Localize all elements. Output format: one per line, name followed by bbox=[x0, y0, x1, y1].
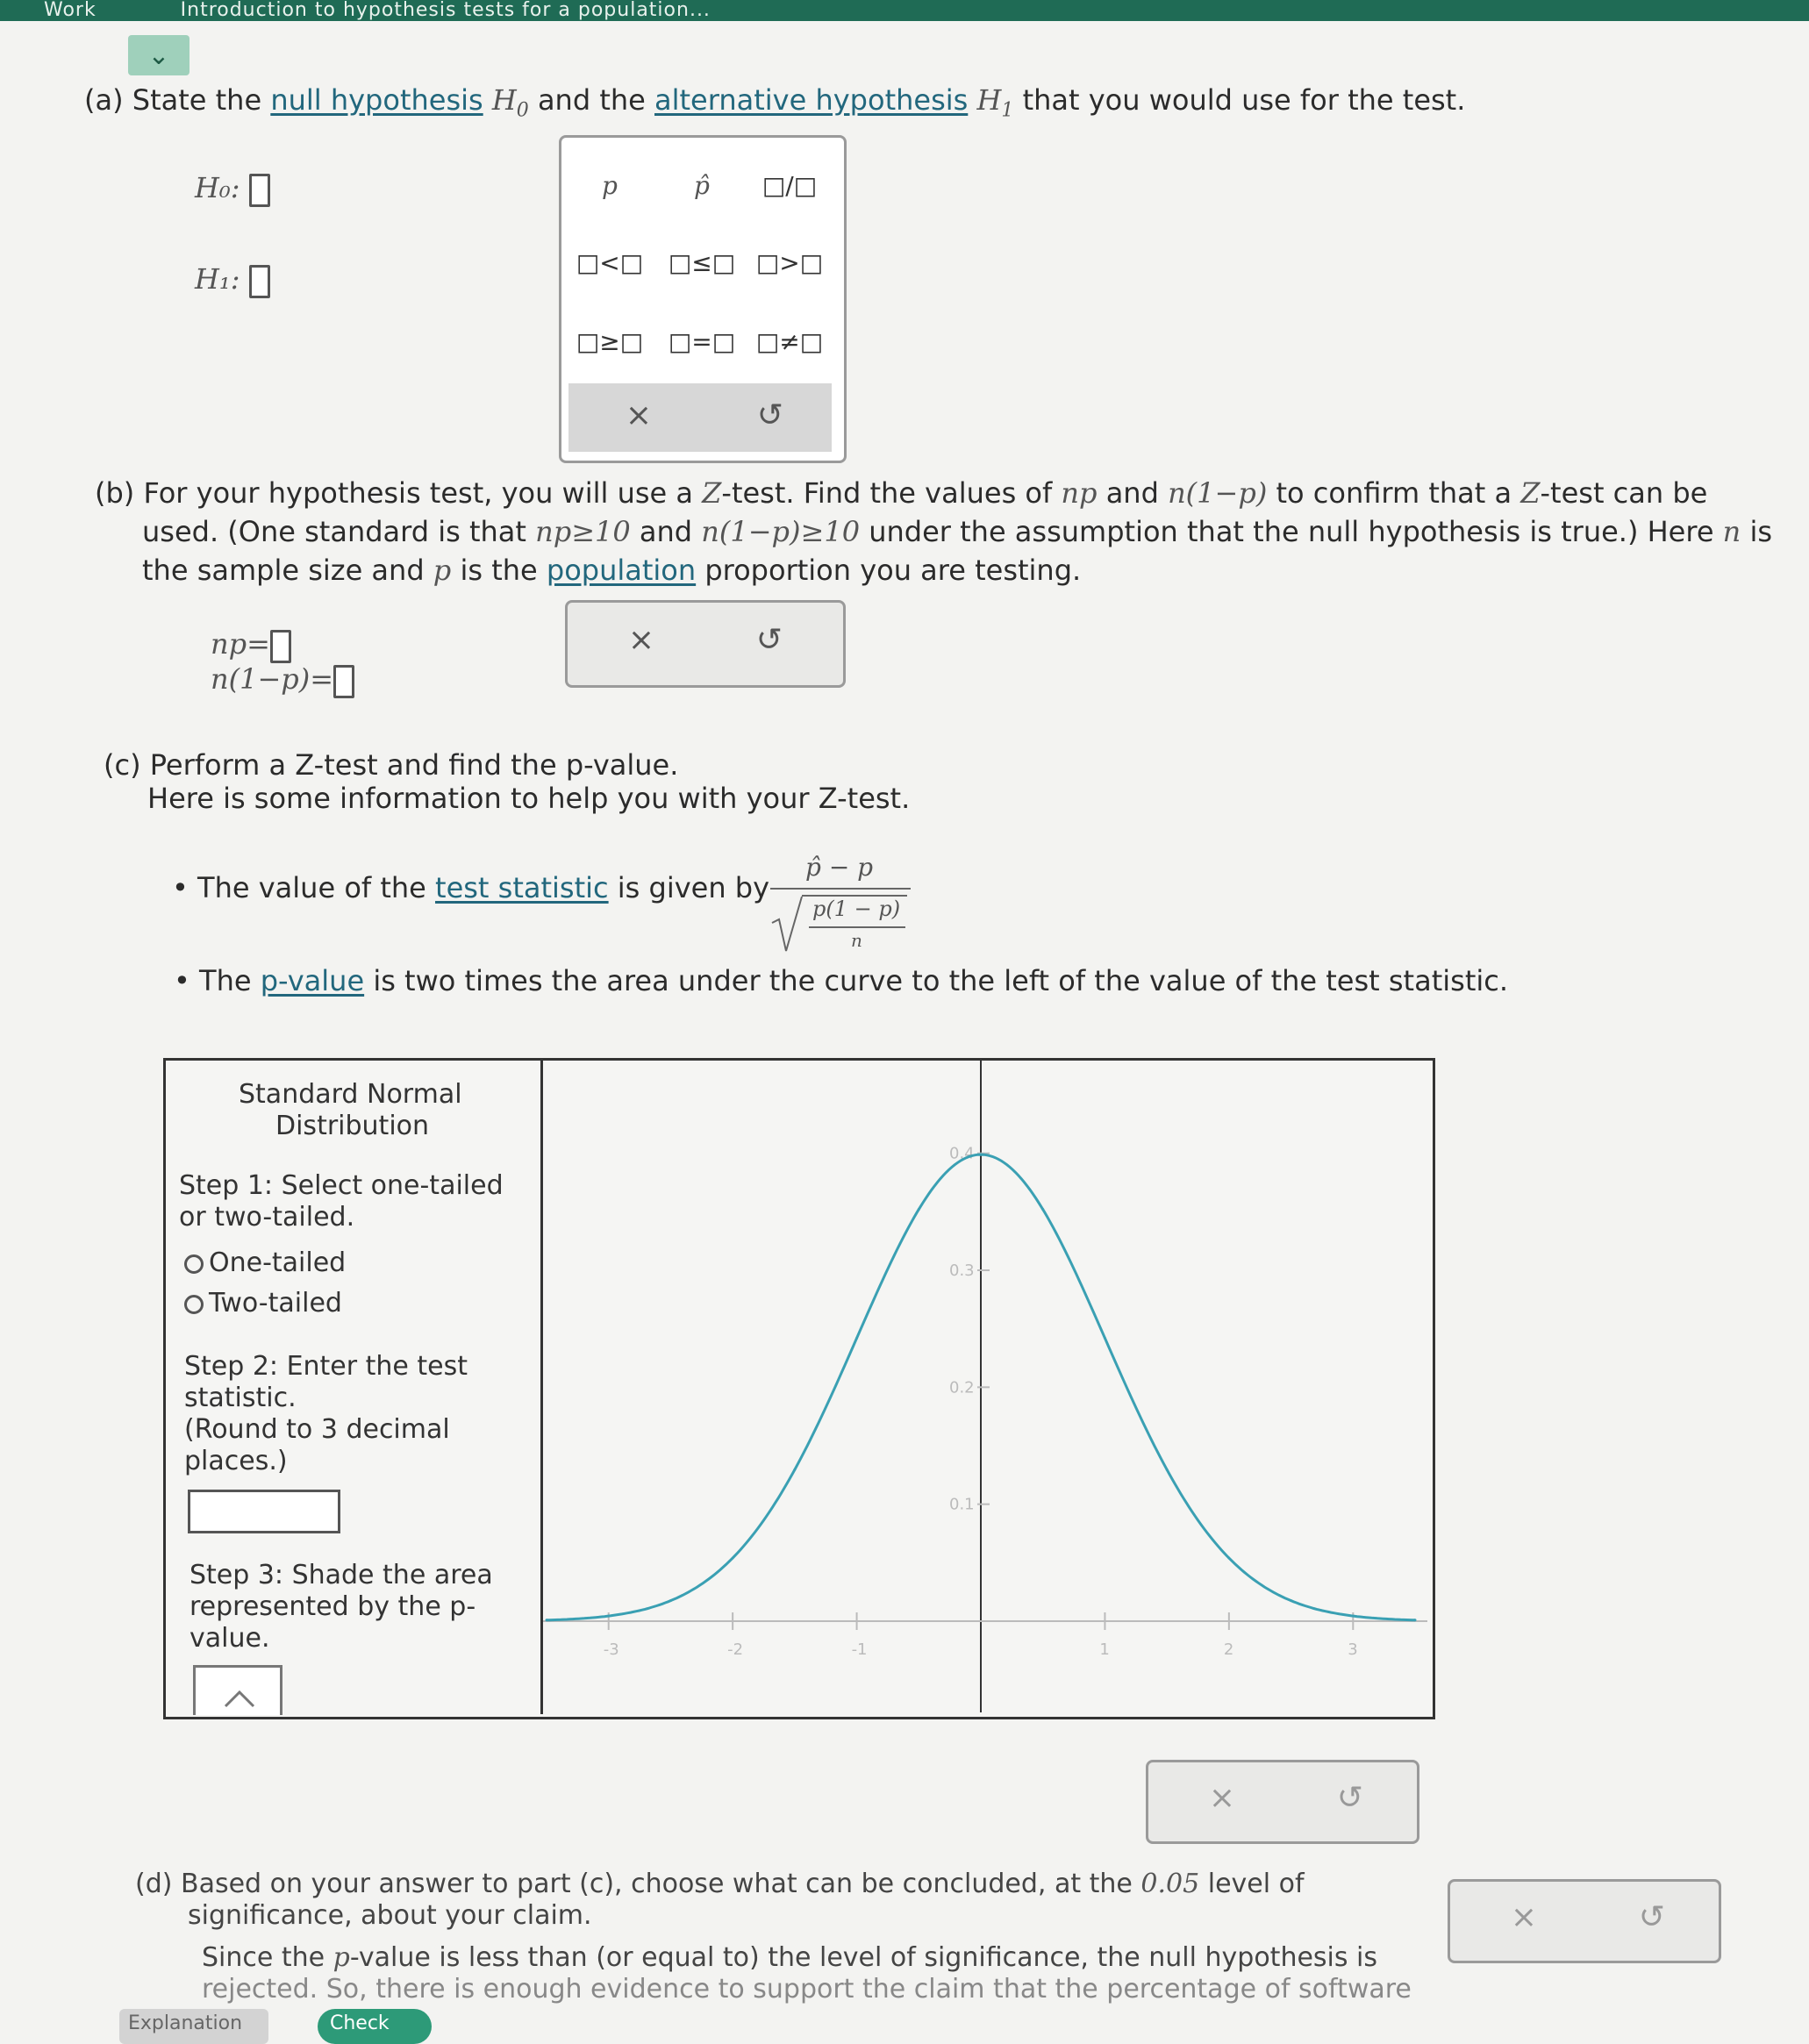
density-point bbox=[1041, 1208, 1044, 1211]
shade-area-button[interactable] bbox=[193, 1665, 282, 1715]
close-icon: × bbox=[1208, 1780, 1236, 1816]
test-statistic-link[interactable]: test statistic bbox=[435, 871, 609, 904]
part-b-clear-button[interactable] bbox=[606, 622, 676, 658]
density-point bbox=[1352, 1615, 1355, 1618]
undo-icon: ↺ bbox=[1336, 1780, 1364, 1816]
undo-icon: ↺ bbox=[1638, 1899, 1666, 1935]
part-c-line2: Here is some information to help you with your Z-test. bbox=[147, 782, 911, 815]
radio-two-tailed[interactable] bbox=[184, 1295, 204, 1314]
p-value-link[interactable]: p-value bbox=[260, 964, 365, 997]
x-tick-label: 3 bbox=[1348, 1640, 1358, 1659]
step-1: Step 1: Select one-tailed or two-tailed. bbox=[179, 1170, 504, 1233]
part-c-action-bar bbox=[1146, 1760, 1419, 1844]
n1p-input[interactable] bbox=[333, 665, 354, 698]
y-tick-label: 0.3 bbox=[949, 1261, 975, 1280]
density-point bbox=[793, 1469, 796, 1471]
h0-input[interactable] bbox=[249, 174, 270, 207]
key-fraction[interactable]: □/□ bbox=[761, 171, 818, 200]
key-p-hat[interactable]: p̂ bbox=[694, 171, 710, 200]
key-greater-than[interactable]: □>□ bbox=[755, 248, 824, 277]
density-point bbox=[546, 1619, 548, 1621]
undo-icon: ↺ bbox=[756, 397, 784, 433]
option-two-tailed[interactable]: Two-tailed bbox=[184, 1288, 342, 1319]
check-button[interactable]: Check bbox=[318, 2009, 432, 2044]
key-greater-equal[interactable]: □≥□ bbox=[576, 327, 644, 356]
part-c-clear-button[interactable] bbox=[1187, 1780, 1257, 1816]
key-less-equal[interactable]: □≤□ bbox=[668, 248, 736, 277]
close-icon: × bbox=[627, 622, 655, 658]
shade-tail-icon bbox=[196, 1668, 280, 1715]
tool-title: Standard Normal Distribution bbox=[239, 1079, 462, 1141]
part-b-action-bar bbox=[565, 600, 846, 688]
density-point bbox=[855, 1337, 858, 1340]
h1-input[interactable] bbox=[249, 265, 270, 298]
close-icon: × bbox=[1510, 1899, 1538, 1935]
h0-row: H₀: bbox=[195, 168, 270, 207]
option-one-tailed[interactable]: One-tailed bbox=[184, 1247, 346, 1279]
x-tick-label: 2 bbox=[1223, 1640, 1234, 1659]
x-tick-label: -1 bbox=[851, 1640, 868, 1659]
bullet-test-statistic: • The value of the test statistic is given by bbox=[172, 871, 770, 904]
key-not-equal[interactable]: □≠□ bbox=[755, 327, 824, 356]
part-b-undo-button[interactable] bbox=[734, 622, 804, 658]
bullet-p-value: • The p-value is two times the area under the curve to the left of the value of the test statistic. bbox=[174, 964, 1509, 997]
y-tick-label: 0.2 bbox=[949, 1378, 975, 1397]
x-tick-label: -3 bbox=[603, 1640, 619, 1659]
key-equal[interactable]: □=□ bbox=[668, 327, 736, 356]
test-statistic-input[interactable] bbox=[188, 1490, 340, 1533]
close-icon: × bbox=[625, 397, 653, 433]
symbol-keypad bbox=[559, 135, 847, 463]
h1-row: H₁: bbox=[195, 260, 270, 298]
part-b-line3: the sample size and p is the population proportion you are testing. bbox=[142, 554, 1082, 587]
np-input[interactable] bbox=[270, 630, 291, 663]
test-statistic-formula: p̂ − p p(1 − p) n bbox=[770, 851, 911, 960]
chevron-down-icon: ⌄ bbox=[147, 39, 170, 71]
null-hypothesis-link[interactable]: null hypothesis bbox=[270, 83, 483, 117]
density-point bbox=[918, 1208, 920, 1211]
part-c-undo-button[interactable] bbox=[1315, 1780, 1385, 1816]
collapse-button[interactable] bbox=[128, 35, 189, 75]
undo-icon: ↺ bbox=[755, 622, 783, 658]
np-row: np= bbox=[211, 625, 291, 663]
density-point bbox=[732, 1557, 734, 1560]
x-tick-label: -2 bbox=[727, 1640, 744, 1659]
part-d-undo-button[interactable] bbox=[1617, 1899, 1687, 1935]
part-b-line2: used. (One standard is that np≥10 and n(1−p)≥10 under the assumption that the null hypothesis is true.) Here n is bbox=[142, 515, 1773, 548]
step-2: Step 2: Enter the test statistic. (Round to 3 decimal places.) bbox=[184, 1351, 468, 1476]
sqrt-icon bbox=[770, 893, 805, 954]
part-d-clear-button[interactable] bbox=[1489, 1899, 1559, 1935]
density-point bbox=[669, 1599, 672, 1602]
part-b-line1: (b) For your hypothesis test, you will use a Z-test. Find the values of np and n(1−p) to confirm that a Z-test can be bbox=[95, 476, 1708, 510]
density-point bbox=[1166, 1469, 1169, 1471]
part-c-line1: (c) Perform a Z-test and find the p-value. bbox=[104, 748, 679, 782]
part-d-answer: Since the p-value is less than (or equal to) the level of significance, the null hypothesis is rejected. So, there is enough evidence to support the claim that the percentage of software bbox=[202, 1942, 1412, 2005]
radio-one-tailed[interactable] bbox=[184, 1254, 204, 1274]
key-less-than[interactable]: □<□ bbox=[576, 248, 644, 277]
normal-curve-chart bbox=[543, 1060, 1427, 1712]
population-link[interactable]: population bbox=[546, 554, 697, 587]
key-p[interactable]: p bbox=[602, 171, 618, 200]
y-tick-label: 0.1 bbox=[949, 1495, 975, 1514]
undo-button[interactable] bbox=[735, 397, 805, 433]
step-3: Step 3: Shade the area represented by the p- value. bbox=[189, 1560, 493, 1654]
explanation-button[interactable]: Explanation bbox=[119, 2009, 268, 2044]
density-point bbox=[1104, 1337, 1106, 1340]
alternative-hypothesis-link[interactable]: alternative hypothesis bbox=[654, 83, 969, 117]
part-a-prompt: (a) State the null hypothesis $H_0$ and the alternative hypothesis $H_1$ that you would use for the test. bbox=[84, 83, 1466, 122]
part-d-action-bar bbox=[1448, 1879, 1721, 1963]
x-tick-label: 1 bbox=[1099, 1640, 1110, 1659]
y-tick-label: 0.4 bbox=[949, 1144, 975, 1163]
density-point bbox=[607, 1615, 610, 1618]
header-title: Work Introduction to hypothesis tests for a population... bbox=[44, 0, 711, 21]
n1p-row: n(1−p)= bbox=[211, 660, 354, 698]
part-d-prompt: (d) Based on your answer to part (c), choose what can be concluded, at the 0.05 level of significance, about your claim. bbox=[135, 1869, 1305, 1931]
density-point bbox=[1290, 1599, 1292, 1602]
density-point bbox=[1414, 1619, 1417, 1621]
keypad-action-bar bbox=[568, 383, 832, 452]
clear-button[interactable] bbox=[604, 397, 674, 433]
density-point bbox=[1227, 1557, 1230, 1560]
density-point bbox=[980, 1154, 983, 1156]
